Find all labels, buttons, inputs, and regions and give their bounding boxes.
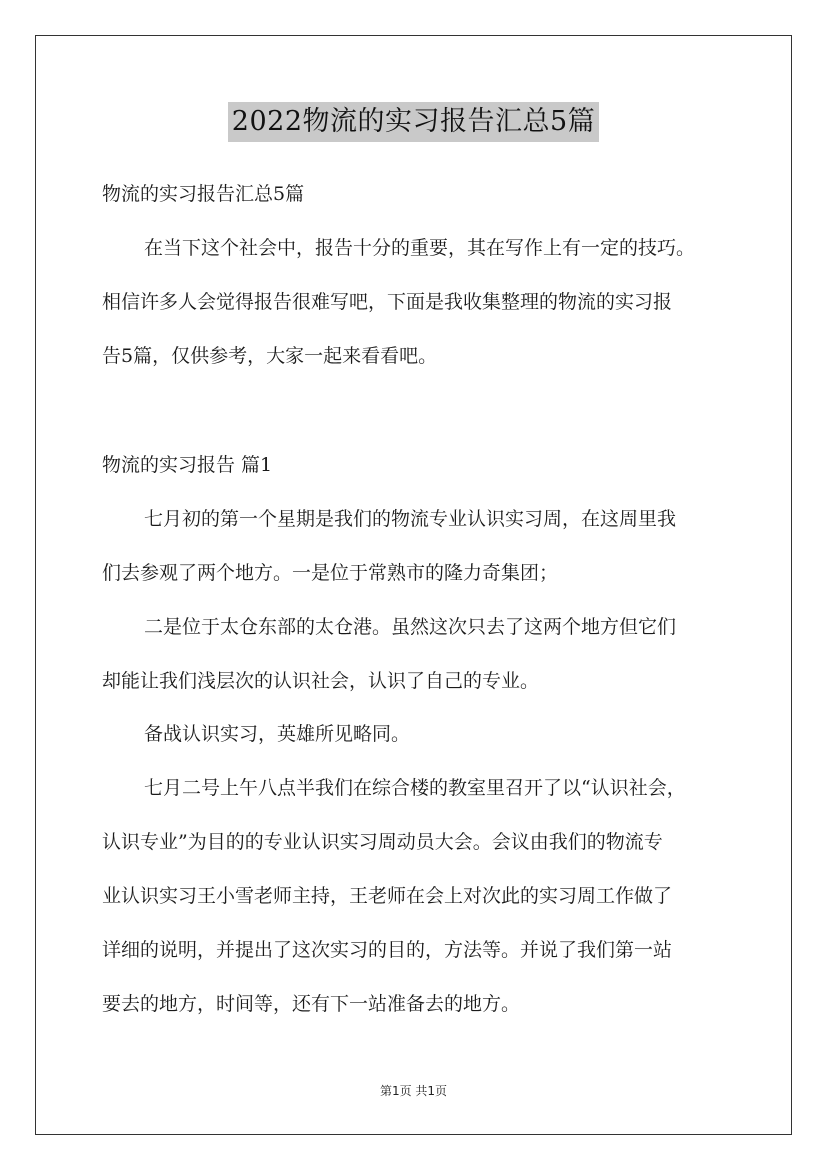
- paragraph-line: 二是位于太仓东部的太仓港。虽然这次只去了这两个地方但它们: [144, 616, 677, 638]
- subtitle-line: 物流的实习报告汇总5篇: [102, 183, 305, 205]
- section-heading: 物流的实习报告 篇1: [102, 454, 273, 476]
- paragraph-line: 认识专业”为目的的专业认识实习周动员大会。会议由我们的物流专: [102, 831, 663, 853]
- paragraph-line: 要去的地方，时间等，还有下一站准备去的地方。: [102, 993, 521, 1015]
- page-footer: 第1页 共1页: [379, 1084, 448, 1098]
- paragraph-line: 详细的说明，并提出了这次实习的目的，方法等。并说了我们第一站: [102, 939, 673, 961]
- paragraph-line: 七月初的第一个星期是我们的物流专业认识实习周，在这周里我: [144, 508, 677, 530]
- paragraph-line: 业认识实习王小雪老师主持，王老师在会上对次此的实习周工作做了: [102, 885, 673, 907]
- document-title: 2022物流的实习报告汇总5篇: [228, 102, 599, 142]
- paragraph-line: 七月二号上午八点半我们在综合楼的教室里召开了以“认识社会，: [144, 777, 686, 799]
- paragraph-line: 们去参观了两个地方。一是位于常熟市的隆力奇集团；: [102, 562, 559, 584]
- paragraph-line: 在当下这个社会中，报告十分的重要，其在写作上有一定的技巧。: [144, 237, 696, 259]
- paragraph-line: 告5篇，仅供参考，大家一起来看看吧。: [102, 345, 438, 367]
- title-container: [0, 102, 827, 142]
- paragraph-line: 相信许多人会觉得报告很难写吧，下面是我收集整理的物流的实习报: [102, 291, 673, 313]
- paragraph-line: 却能让我们浅层次的认识社会，认识了自己的专业。: [102, 670, 540, 692]
- paragraph-line: 备战认识实习，英雄所见略同。: [144, 723, 411, 745]
